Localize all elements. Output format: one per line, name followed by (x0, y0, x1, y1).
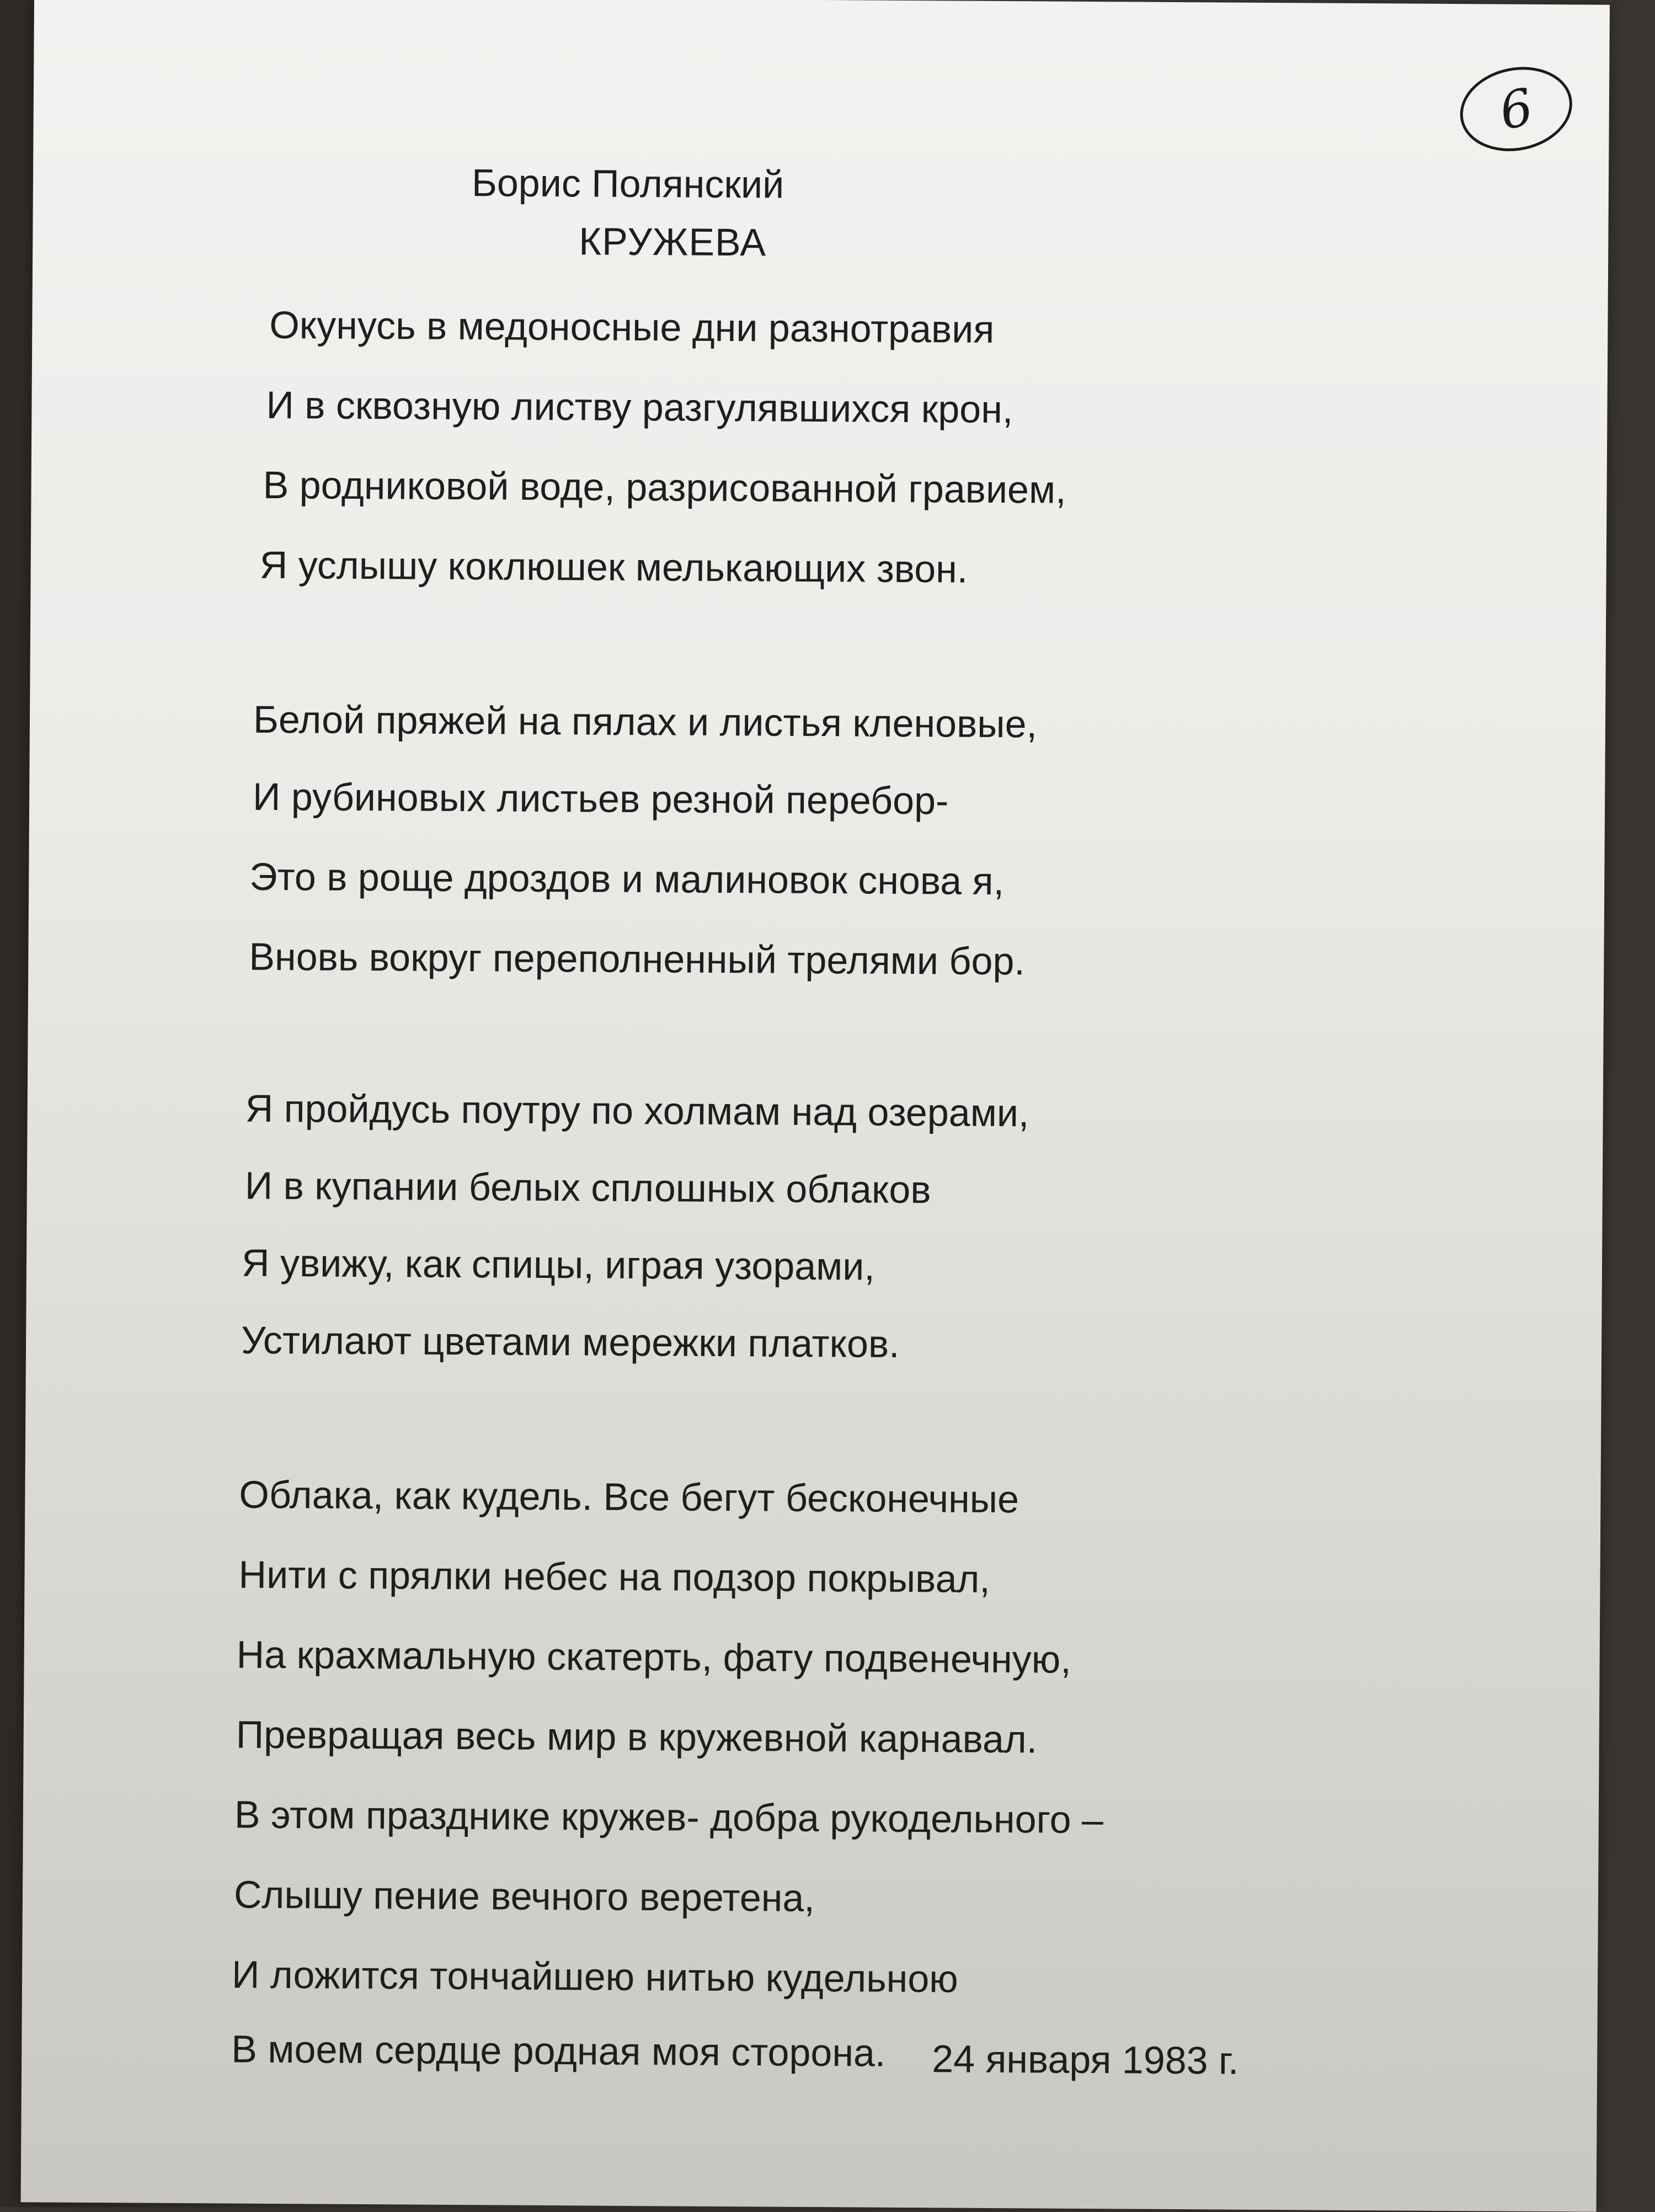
poem-date: 24 января 1983 г. (931, 2037, 1239, 2082)
poem-line-12: Устилают цветами мережки платков. (241, 1318, 900, 1366)
poem-line-15: На крахмальную скатерть, фату подвенечную, (236, 1633, 1071, 1681)
poem-line-11: Я увижу, как спицы, играя узорами, (241, 1241, 875, 1288)
poem-line-2: И в сквозную листву разгулявшихся крон, (266, 383, 1013, 431)
poem-line-16: Превращая весь мир в кружевной карнавал. (236, 1713, 1038, 1761)
poem-line-18: Слышу пение вечного веретена, (233, 1873, 815, 1920)
poem-title: КРУЖЕВА (579, 220, 767, 264)
poem-line-14: Нити с прялки небес на подзор покрывал, (238, 1553, 991, 1601)
poem-author: Борис Полянский (471, 161, 784, 206)
poem-line-8: Вновь вокруг переполненный трелями бор. (249, 935, 1026, 983)
poem-line-17: В этом празднике кружев- добра рукодельного – (234, 1793, 1104, 1842)
handwritten-page-number (1453, 57, 1580, 161)
poem-line-1: Окунусь в медоносные дни разнотравия (269, 303, 995, 351)
poem-line-7: Это в роще дроздов и малиновок снова я, (249, 855, 1005, 903)
poem-line-10: И в купании белых сплошных облаков (244, 1164, 931, 1212)
paper-sheet (21, 0, 1610, 2212)
poem-line-19: И ложится тончайшею нитью кудельною (231, 1953, 959, 2001)
poem-line-6: И рубиновых листьев резной перебор- (252, 775, 949, 823)
page-number-text: 6 (1494, 77, 1538, 142)
poem-line-4: Я услышу коклюшек мелькающих звон. (259, 543, 968, 591)
poem-line-9: Я пройдусь поутру по холмам над озерами, (245, 1086, 1029, 1135)
poem-line-20: В моем сердце родная моя сторона. (231, 2027, 886, 2075)
poem-line-13: Облака, как кудель. Все бегут бесконечные (239, 1473, 1019, 1521)
poem-line-5: Белой пряжей на пялах и листья кленовые, (253, 697, 1038, 746)
poem-line-3: В родниковой воде, разрисованной гравием, (263, 463, 1066, 511)
